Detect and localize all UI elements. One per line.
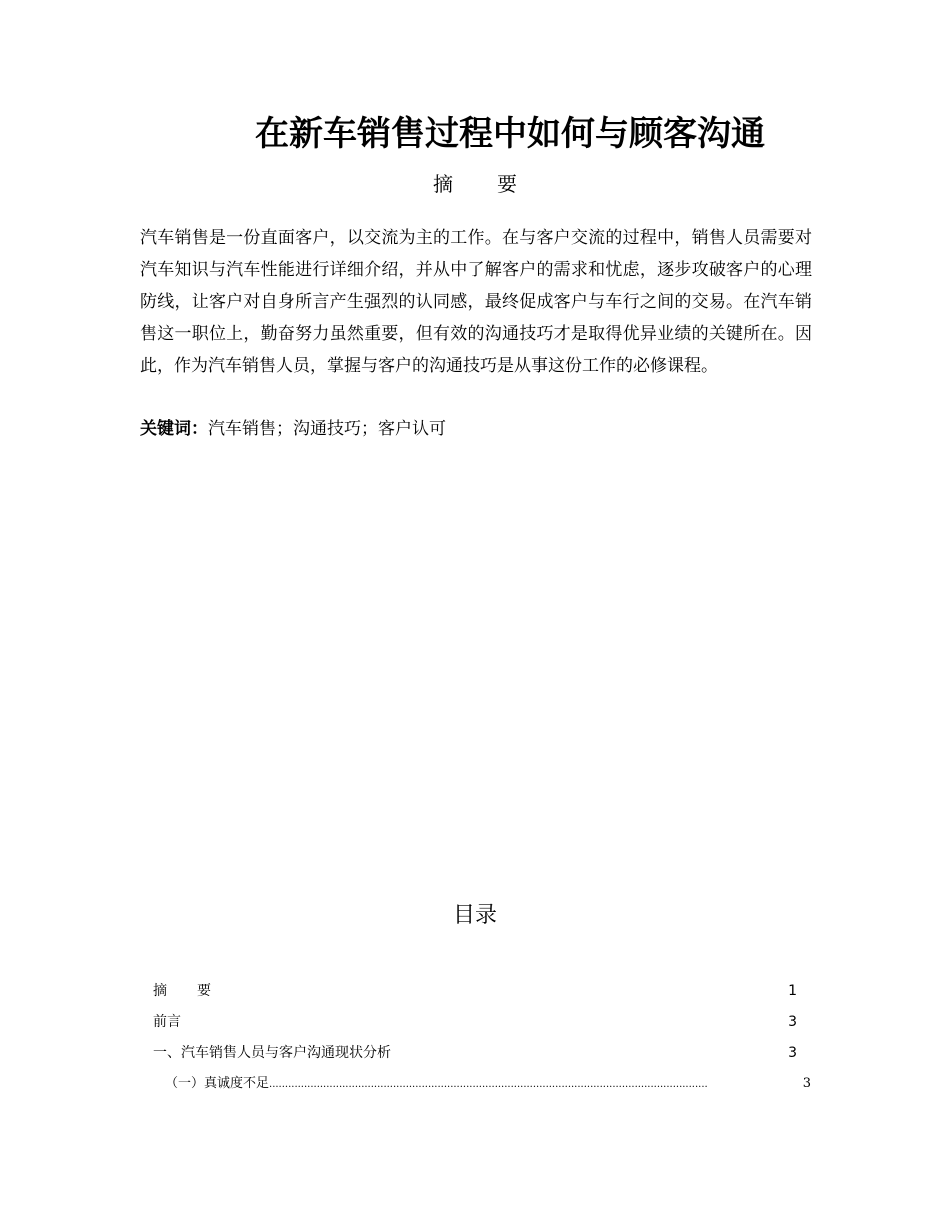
toc-entry-subsection-1-1[interactable] [153, 1071, 811, 1097]
keywords-label: 关键词： [140, 419, 208, 439]
abstract-heading-char-1: 摘 [433, 172, 453, 196]
toc-entry-label-char-1: 摘 [153, 983, 167, 999]
keywords-text: 汽车销售；沟通技巧；客户认可 [208, 419, 446, 439]
toc-entry-section-1[interactable] [153, 1040, 811, 1066]
toc-entry-label: （一）真诚度不足 [165, 1076, 270, 1091]
toc-entry-label-row [165, 1071, 811, 1098]
toc-entry-page: 3 [802, 1076, 811, 1091]
keywords-line [140, 413, 812, 445]
toc-entry-page: 3 [788, 1014, 797, 1030]
toc-entry-abstract[interactable] [153, 978, 811, 1004]
abstract-body: 汽车销售是一份直面客户，以交流为主的工作。在与客户交流的过程中，销售人员需要对汽车知识与汽车性能进行详细介绍，并从中了解客户的需求和忧虑，逐步攻破客户的心理防线，让客户对自身所言产生强烈的认同感，最终促成客户与车行之间的交易。在汽车销售这一职位上，勤奋努力虽然重要，但有效的沟通技巧才是取得优异业绩的关键所在。因此，作为汽车销售人员，掌握与客户的沟通技巧是从事这份工作的必修课程。 [140, 228, 812, 376]
toc-entry-label: 一、汽车销售人员与客户沟通现状分析 [153, 1045, 391, 1061]
abstract-heading [0, 170, 950, 198]
toc-heading: 目录 [452, 903, 497, 928]
document-title: 在新车销售过程中如何与顾客沟通 [255, 114, 765, 154]
abstract-heading-char-2: 要 [497, 172, 517, 196]
toc-entry-leader: .......................................................................................................................................... [269, 1079, 708, 1090]
toc-entry-page: 1 [788, 983, 797, 999]
toc-entry-preface[interactable] [153, 1009, 811, 1035]
toc-entry-label: 前言 [153, 1014, 181, 1030]
toc-entry-page: 3 [788, 1045, 797, 1061]
toc-entry-label-char-2: 要 [197, 983, 211, 999]
toc-entry-label [153, 978, 211, 1004]
